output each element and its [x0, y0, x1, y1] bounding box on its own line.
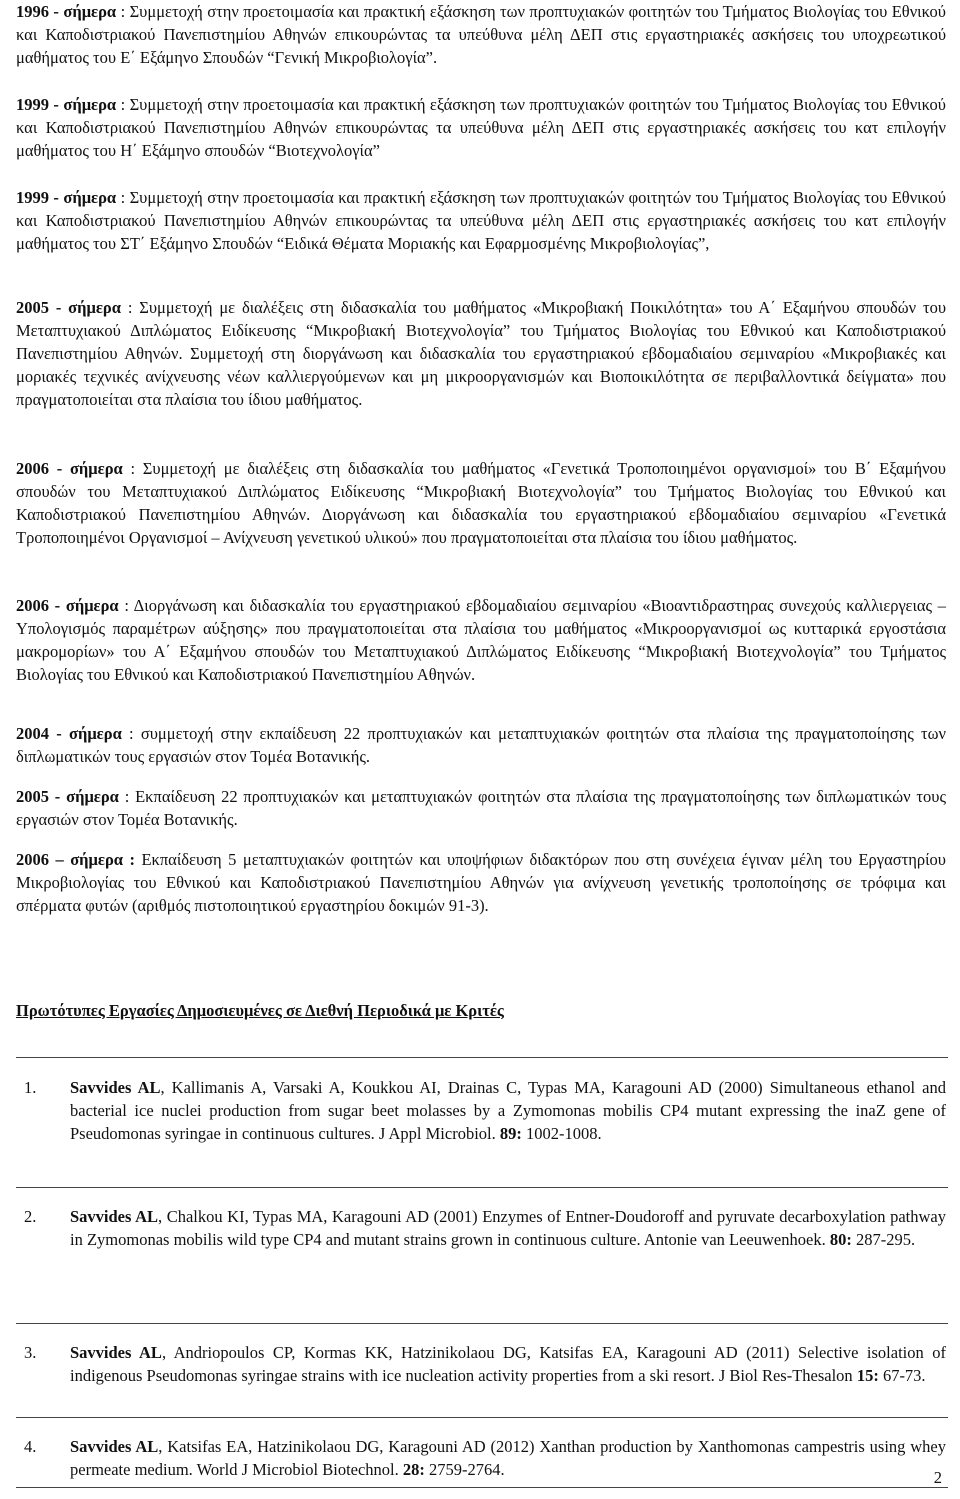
- publication-pages: 2759-2764.: [424, 1460, 505, 1479]
- entry-year: 2005 - σήμερα: [16, 787, 119, 806]
- publication-volume: 15:: [856, 1366, 879, 1385]
- entry-text: : Συμμετοχή στην προετοιμασία και πρακτική εξάσκηση των προπτυχιακών φοιτητών του Τμήματος Βιολογίας του Εθνικού και Καποδιστριακού Πανεπιστημίου Αθηνών επικουρώντας τα υπεύθυνα μέλη ΔΕΠ στις εργαστηριακές ασκήσεις του κατ επιλογήν μαθήματος του Η΄ Εξάμηνο σπουδών “Βιοτεχνολογία”: [16, 95, 946, 160]
- publication-author: Savvides AL: [70, 1437, 159, 1456]
- entry-text: : Εκπαίδευση 22 προπτυχιακών και μεταπτυχιακών φοιτητών στα πλαίσια της πραγματοποίησης των διπλωματικών τους εργασιών στον Τομέα Βοτανικής.: [16, 787, 946, 829]
- entry-year: 2004 - σήμερα: [16, 724, 122, 743]
- publication-item-1: [16, 1058, 948, 1188]
- publication-author: Savvides AL: [70, 1078, 161, 1097]
- experience-entry-7: [16, 722, 946, 768]
- publication-pages: 67-73.: [878, 1366, 926, 1385]
- publications-heading: Πρωτότυπες Εργασίες Δημοσιευμένες σε Διεθνή Περιοδικά με Κριτές: [16, 1001, 504, 1020]
- experience-entry-5: [16, 457, 946, 549]
- publication-citation: [70, 1435, 946, 1481]
- entry-year: 2006 – σήμερα :: [16, 850, 135, 869]
- publication-number: 2.: [24, 1207, 37, 1226]
- entry-year: 1999 - σήμερα: [16, 95, 117, 114]
- entry-year: 2006 - σήμερα: [16, 596, 119, 615]
- publication-item-3: [16, 1323, 948, 1418]
- publication-pages: 287-295.: [851, 1230, 916, 1249]
- publication-number: 4.: [24, 1437, 37, 1456]
- entry-text: Εκπαίδευση 5 μεταπτυχιακών φοιτητών και υποψήφιων διδακτόρων που στη συνέχεια έγιναν μέλη του Εργαστηρίου Μικροβιολογίας του Εθνικού και Καποδιστριακού Πανεπιστημίου Αθηνών για ανίχνευση γενετικής τροποποίησης σε τρόφιμα και σπέρματα φυτών (αριθμός πιστοποιητικού εργαστηρίου δοκιμών 91-3).: [16, 850, 946, 915]
- publication-volume: 80:: [829, 1230, 852, 1249]
- publication-citation: [70, 1205, 946, 1251]
- publication-body: , Chalkou KI, Typas MA, Karagouni AD (2001) Enzymes of Entner-Doudoroff and pyruvate decarboxylation pathway in Zymomonas mobilis wild type CP4 and mutant strains grown in continuous culture. Antonie van Leeuwenhoek.: [70, 1207, 947, 1249]
- entry-text: : Συμμετοχή με διαλέξεις στη διδασκαλία του μαθήματος «Μικροβιακή Ποικιλότητα» του Α΄ Εξαμήνου σπουδών του Μεταπτυχιακού Διπλώματος Ειδίκευσης “Μικροβιακή Βιοτεχνολογία” του Τμήματος Βιολογίας του Εθνικού και Καποδιστριακού Πανεπιστημίου Αθηνών. Συμμετοχή στη διοργάνωση και διδασκαλία του εργαστηριακού εβδομαδιαίου σεμιναρίου «Μικροβιακές και μοριακές τεχνικές ανίχνευσης νέων καλλιεργούμενων και μη μικροοργανισμών και Βιοποικιλότητα σε περιβαλλοντικά δείγματα» που πραγματοποιείται στα πλαίσια του ίδιου μαθήματος.: [16, 298, 946, 409]
- publication-citation: [70, 1076, 946, 1145]
- publication-item-2: [16, 1187, 948, 1324]
- publication-body: , Kallimanis A, Varsaki A, Koukkou AI, Drainas C, Typas MA, Karagouni AD (2000) Simultaneous ethanol and bacterial ice nuclei production from sugar beet molasses by a Zymomonas mobilis CP4 mutant expressing the inaZ gene of Pseudomonas syringae in continuous cultures. J Appl Microbiol.: [70, 1078, 946, 1143]
- entry-text: : Συμμετοχή με διαλέξεις στη διδασκαλία του μαθήματος «Γενετικά Τροποποιημένοι οργανισμοί» του Β΄ Εξαμήνου σπουδών του Μεταπτυχιακού Διπλώματος Ειδίκευσης “Μικροβιακή Βιοτεχνολογία” του Τμήματος Βιολογίας του Εθνικού και Καποδιστριακού Πανεπιστημίου Αθηνών. Διοργάνωση και διδασκαλία του εργαστηριακού εβδομαδιαίου σεμιναρίου «Γενετικά Τροποποιημένοι Οργανισμοί – Ανίχνευση γενετικού υλικού» που πραγματοποιείται στα πλαίσια του ίδιου μαθήματος.: [16, 459, 946, 547]
- publication-item-4: [16, 1417, 948, 1488]
- entry-year: 2005 - σήμερα: [16, 298, 121, 317]
- entry-text: : συμμετοχή στην εκπαίδευση 22 προπτυχιακών και μεταπτυχιακών φοιτητών στα πλαίσια της πραγματοποίησης των διπλωματικών τους εργασιών στον Τομέα Βοτανικής.: [16, 724, 946, 766]
- experience-entry-1: [16, 0, 946, 69]
- publication-pages: 1002-1008.: [521, 1124, 602, 1143]
- publication-number: 1.: [24, 1078, 37, 1097]
- publication-body: , Andriopoulos CP, Kormas KK, Hatzinikolaou DG, Katsifas EA, Karagouni AD (2011) Selective isolation of indigenous Pseudomonas syringae strains with ice nucleation activity properties from a ski resort. J Biol Res-Thesalon: [70, 1343, 946, 1385]
- entry-text: : Συμμετοχή στην προετοιμασία και πρακτική εξάσκηση των προπτυχιακών φοιτητών του Τμήματος Βιολογίας του Εθνικού και Καποδιστριακού Πανεπιστημίου Αθηνών επικουρώντας τα υπεύθυνα μέλη ΔΕΠ στις εργαστηριακές ασκήσεις του υποχρεωτικού μαθήματος του Ε΄ Εξάμηνο Σπουδών “Γενική Μικροβιολογία”.: [16, 2, 946, 67]
- experience-entry-8: [16, 785, 946, 831]
- publication-citation: [70, 1341, 946, 1387]
- page-number: 2: [933, 1468, 942, 1487]
- entry-year: 1996 - σήμερα: [16, 2, 117, 21]
- publication-volume: 89:: [499, 1124, 522, 1143]
- experience-entry-9: [16, 848, 946, 917]
- publication-author: Savvides AL: [70, 1207, 159, 1226]
- publication-author: Savvides AL: [70, 1343, 162, 1362]
- experience-entry-6: [16, 594, 946, 686]
- publication-volume: 28:: [402, 1460, 425, 1479]
- entry-year: 1999 - σήμερα: [16, 188, 117, 207]
- entry-text: : Διοργάνωση και διδασκαλία του εργαστηριακού εβδομαδιαίου σεμιναρίου «Βιοαντιδραστηρας συνεχούς καλλιεργειας – Υπολογισμός παραμέτρων αύξησης» που πραγματοποιείται στα πλαίσια του μαθήματος «Μικροοργανισμοί ως κυτταρικά εργοστάσια μακρομορίων» του Α΄ Εξαμήνου σπουδών του Μεταπτυχιακού Διπλώματος Ειδίκευσης “Μικροβιακή Βιοτεχνολογία” του Τμήματος Βιολογίας του Εθνικού και Καποδιστριακού Πανεπιστημίου Αθηνών.: [16, 596, 946, 684]
- experience-entry-2: [16, 93, 946, 162]
- entry-text: : Συμμετοχή στην προετοιμασία και πρακτική εξάσκηση των προπτυχιακών φοιτητών του Τμήματος Βιολογίας του Εθνικού και Καποδιστριακού Πανεπιστημίου Αθηνών επικουρώντας τα υπεύθυνα μέλη ΔΕΠ στις εργαστηριακές ασκήσεις του κατ επιλογήν μαθήματος του ΣΤ΄ Εξάμηνο Σπουδών “Ειδικά Θέματα Μοριακής και Εφαρμοσμένης Μικροβιολογίας”,: [16, 188, 946, 253]
- experience-entry-3: [16, 186, 946, 255]
- publication-number: 3.: [24, 1343, 37, 1362]
- publication-body: , Katsifas EA, Hatzinikolaou DG, Karagouni AD (2012) Xanthan production by Xanthomonas campestris using whey permeate medium. World J Microbiol Biotechnol.: [70, 1437, 946, 1479]
- entry-year: 2006 - σήμερα: [16, 459, 123, 478]
- experience-entry-4: [16, 296, 946, 411]
